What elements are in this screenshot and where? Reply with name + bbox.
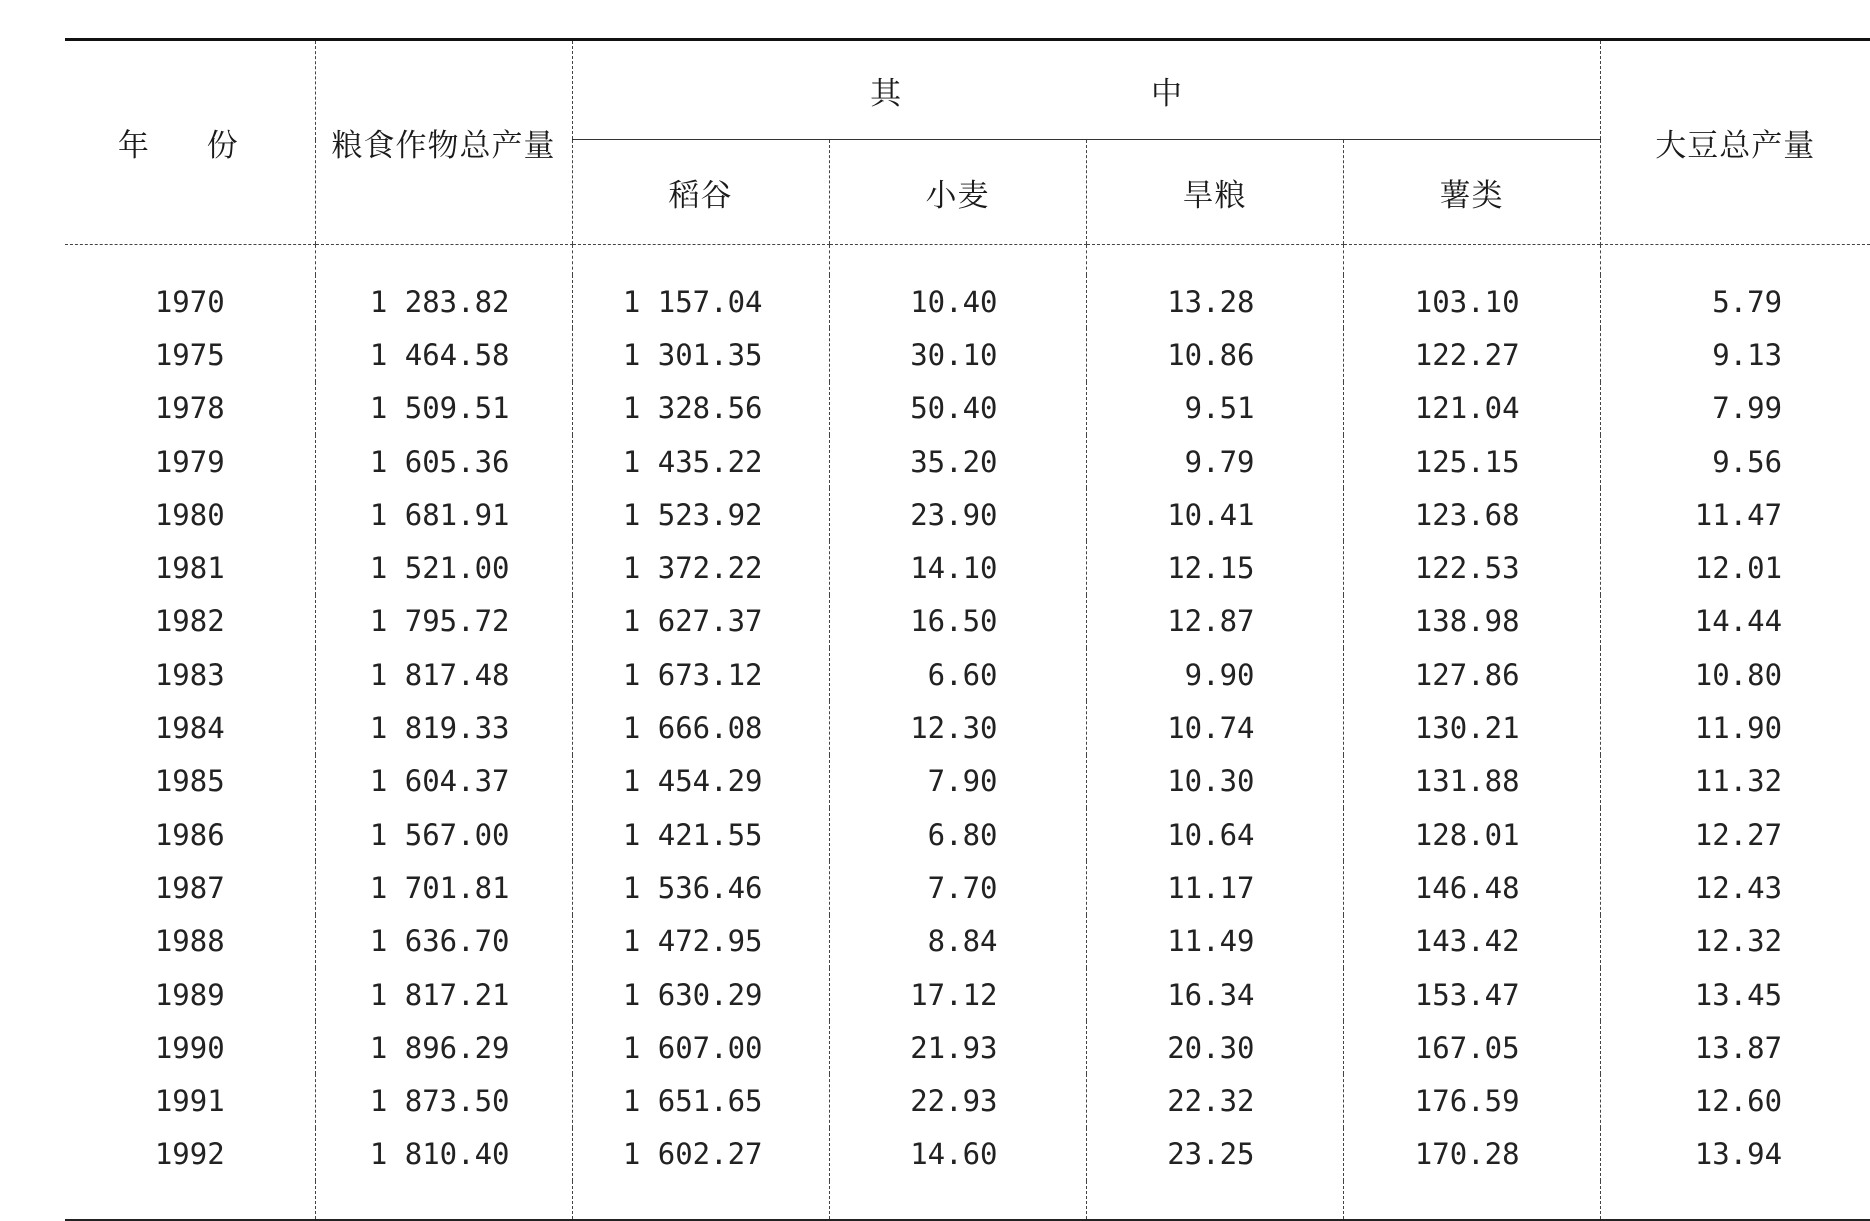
cell-soybean-total: 5.79	[1600, 275, 1870, 328]
cell-rice: 1 435.22	[572, 435, 829, 488]
table-row	[65, 1074, 1870, 1127]
header-of-which-label: 其 中	[870, 75, 1302, 112]
cell-wheat: 17.12	[829, 968, 1086, 1021]
cell-rice: 1 651.65	[572, 1074, 829, 1127]
table-row	[65, 382, 1870, 435]
table-row	[65, 915, 1870, 968]
header-dry-grain	[1086, 140, 1343, 245]
header-grain-total	[315, 40, 572, 245]
cell-dry-grain: 9.79	[1086, 435, 1343, 488]
cell-wheat: 21.93	[829, 1021, 1086, 1074]
table-row	[65, 648, 1870, 701]
spacer-cell	[315, 245, 572, 276]
cell-grain-total: 1 819.33	[315, 701, 572, 754]
cell-year: 1991	[154, 1084, 225, 1119]
cell-dry-grain: 11.49	[1086, 915, 1343, 968]
header-tubers-label: 薯类	[1439, 177, 1504, 214]
cell-tubers: 125.15	[1343, 435, 1600, 488]
spacer-cell	[829, 245, 1086, 276]
cell-grain-total: 1 873.50	[315, 1074, 572, 1127]
cell-dry-grain: 11.17	[1086, 861, 1343, 914]
header-of-which	[572, 40, 1600, 140]
cell-soybean-total: 9.13	[1600, 328, 1870, 381]
cell-grain-total: 1 521.00	[315, 541, 572, 594]
cell-rice: 1 372.22	[572, 541, 829, 594]
cell-tubers: 143.42	[1343, 915, 1600, 968]
cell-soybean-total: 12.01	[1600, 541, 1870, 594]
cell-rice: 1 523.92	[572, 488, 829, 541]
cell-tubers: 130.21	[1343, 701, 1600, 754]
cell-wheat: 14.10	[829, 541, 1086, 594]
cell-soybean-total: 13.45	[1600, 968, 1870, 1021]
cell-rice: 1 627.37	[572, 595, 829, 648]
cell-year: 1985	[154, 764, 225, 799]
table-row	[65, 328, 1870, 381]
header-wheat	[829, 140, 1086, 245]
cell-year: 1992	[154, 1137, 225, 1172]
closing-cell	[829, 1181, 1086, 1220]
spacer-cell	[1086, 245, 1343, 276]
cell-soybean-total: 10.80	[1600, 648, 1870, 701]
cell-soybean-total: 13.87	[1600, 1021, 1870, 1074]
cell-tubers: 122.53	[1343, 541, 1600, 594]
cell-tubers: 131.88	[1343, 755, 1600, 808]
cell-tubers: 122.27	[1343, 328, 1600, 381]
cell-year: 1986	[154, 817, 225, 852]
cell-year: 1982	[154, 604, 225, 639]
cell-wheat: 35.20	[829, 435, 1086, 488]
table-row	[65, 488, 1870, 541]
cell-tubers: 121.04	[1343, 382, 1600, 435]
cell-dry-grain: 23.25	[1086, 1128, 1343, 1181]
table-row	[65, 861, 1870, 914]
cell-rice: 1 454.29	[572, 755, 829, 808]
cell-grain-total: 1 681.91	[315, 488, 572, 541]
closing-cell	[1343, 1181, 1600, 1220]
cell-wheat: 6.60	[829, 648, 1086, 701]
cell-grain-total: 1 509.51	[315, 382, 572, 435]
cell-tubers: 146.48	[1343, 861, 1600, 914]
cell-grain-total: 1 567.00	[315, 808, 572, 861]
cell-tubers: 123.68	[1343, 488, 1600, 541]
cell-grain-total: 1 283.82	[315, 275, 572, 328]
grain-production-table	[65, 38, 1870, 1221]
closing-row	[65, 1181, 1870, 1220]
cell-rice: 1 472.95	[572, 915, 829, 968]
table-row	[65, 755, 1870, 808]
table-row	[65, 808, 1870, 861]
header-year	[65, 40, 315, 245]
header-year-label: 年 份	[117, 128, 262, 164]
cell-rice: 1 421.55	[572, 808, 829, 861]
cell-dry-grain: 20.30	[1086, 1021, 1343, 1074]
cell-wheat: 7.70	[829, 861, 1086, 914]
cell-grain-total: 1 795.72	[315, 595, 572, 648]
spacer-cell	[65, 245, 315, 276]
table-row	[65, 1021, 1870, 1074]
cell-grain-total: 1 817.48	[315, 648, 572, 701]
cell-soybean-total: 7.99	[1600, 382, 1870, 435]
closing-cell	[315, 1181, 572, 1220]
header-grain-total-label: 粮食作物总产量	[331, 128, 556, 164]
cell-soybean-total: 11.32	[1600, 755, 1870, 808]
header-rice-label: 稻谷	[668, 177, 733, 214]
cell-rice: 1 536.46	[572, 861, 829, 914]
cell-soybean-total: 14.44	[1600, 595, 1870, 648]
cell-rice: 1 673.12	[572, 648, 829, 701]
header-soybean-total-label: 大豆总产量	[1655, 128, 1816, 164]
cell-dry-grain: 9.51	[1086, 382, 1343, 435]
spacer-cell	[1343, 245, 1600, 276]
cell-wheat: 16.50	[829, 595, 1086, 648]
cell-grain-total: 1 636.70	[315, 915, 572, 968]
closing-cell	[572, 1181, 829, 1220]
cell-year: 1981	[154, 551, 225, 586]
cell-dry-grain: 16.34	[1086, 968, 1343, 1021]
cell-year: 1989	[154, 977, 225, 1012]
cell-year: 1984	[154, 711, 225, 746]
cell-wheat: 23.90	[829, 488, 1086, 541]
header-wheat-label: 小麦	[925, 177, 990, 214]
header-soybean-total	[1600, 40, 1870, 245]
cell-tubers: 167.05	[1343, 1021, 1600, 1074]
table-row	[65, 701, 1870, 754]
cell-year: 1990	[154, 1030, 225, 1065]
spacer-row	[65, 245, 1870, 276]
spacer-cell	[572, 245, 829, 276]
table-row	[65, 541, 1870, 594]
closing-cell	[1086, 1181, 1343, 1220]
cell-wheat: 6.80	[829, 808, 1086, 861]
cell-year: 1979	[154, 444, 225, 479]
cell-year: 1980	[154, 497, 225, 532]
table-row	[65, 435, 1870, 488]
cell-wheat: 7.90	[829, 755, 1086, 808]
header-tubers	[1343, 140, 1600, 245]
cell-year: 1970	[154, 284, 225, 319]
cell-year: 1988	[154, 924, 225, 959]
closing-cell	[65, 1181, 315, 1220]
cell-rice: 1 328.56	[572, 382, 829, 435]
cell-dry-grain: 10.64	[1086, 808, 1343, 861]
cell-rice: 1 602.27	[572, 1128, 829, 1181]
cell-dry-grain: 12.15	[1086, 541, 1343, 594]
cell-year: 1978	[154, 391, 225, 426]
table-row	[65, 595, 1870, 648]
cell-soybean-total: 12.27	[1600, 808, 1870, 861]
cell-rice: 1 301.35	[572, 328, 829, 381]
cell-rice: 1 157.04	[572, 275, 829, 328]
cell-grain-total: 1 604.37	[315, 755, 572, 808]
cell-rice: 1 630.29	[572, 968, 829, 1021]
cell-dry-grain: 9.90	[1086, 648, 1343, 701]
cell-wheat: 50.40	[829, 382, 1086, 435]
cell-wheat: 22.93	[829, 1074, 1086, 1127]
cell-dry-grain: 12.87	[1086, 595, 1343, 648]
cell-year: 1987	[154, 870, 225, 905]
spacer-cell	[1600, 245, 1870, 276]
cell-dry-grain: 13.28	[1086, 275, 1343, 328]
cell-wheat: 10.40	[829, 275, 1086, 328]
cell-tubers: 127.86	[1343, 648, 1600, 701]
cell-grain-total: 1 464.58	[315, 328, 572, 381]
cell-wheat: 30.10	[829, 328, 1086, 381]
cell-grain-total: 1 896.29	[315, 1021, 572, 1074]
table-body	[65, 245, 1870, 1221]
cell-grain-total: 1 605.36	[315, 435, 572, 488]
cell-tubers: 103.10	[1343, 275, 1600, 328]
header-rice	[572, 140, 829, 245]
cell-soybean-total: 13.94	[1600, 1128, 1870, 1181]
cell-tubers: 128.01	[1343, 808, 1600, 861]
cell-wheat: 14.60	[829, 1128, 1086, 1181]
cell-wheat: 8.84	[829, 915, 1086, 968]
cell-rice: 1 666.08	[572, 701, 829, 754]
table-row	[65, 968, 1870, 1021]
cell-rice: 1 607.00	[572, 1021, 829, 1074]
cell-soybean-total: 12.60	[1600, 1074, 1870, 1127]
cell-wheat: 12.30	[829, 701, 1086, 754]
cell-tubers: 138.98	[1343, 595, 1600, 648]
cell-grain-total: 1 701.81	[315, 861, 572, 914]
cell-soybean-total: 11.47	[1600, 488, 1870, 541]
cell-soybean-total: 12.43	[1600, 861, 1870, 914]
cell-year: 1975	[154, 337, 225, 372]
cell-dry-grain: 10.30	[1086, 755, 1343, 808]
cell-dry-grain: 10.41	[1086, 488, 1343, 541]
cell-tubers: 170.28	[1343, 1128, 1600, 1181]
cell-tubers: 176.59	[1343, 1074, 1600, 1127]
cell-soybean-total: 11.90	[1600, 701, 1870, 754]
cell-dry-grain: 10.74	[1086, 701, 1343, 754]
cell-year: 1983	[154, 657, 225, 692]
cell-soybean-total: 12.32	[1600, 915, 1870, 968]
cell-soybean-total: 9.56	[1600, 435, 1870, 488]
table-row	[65, 275, 1870, 328]
cell-dry-grain: 22.32	[1086, 1074, 1343, 1127]
table-row	[65, 1128, 1870, 1181]
cell-grain-total: 1 810.40	[315, 1128, 572, 1181]
cell-tubers: 153.47	[1343, 968, 1600, 1021]
header-dry-grain-label: 旱粮	[1182, 177, 1247, 214]
cell-dry-grain: 10.86	[1086, 328, 1343, 381]
cell-grain-total: 1 817.21	[315, 968, 572, 1021]
closing-cell	[1600, 1181, 1870, 1220]
